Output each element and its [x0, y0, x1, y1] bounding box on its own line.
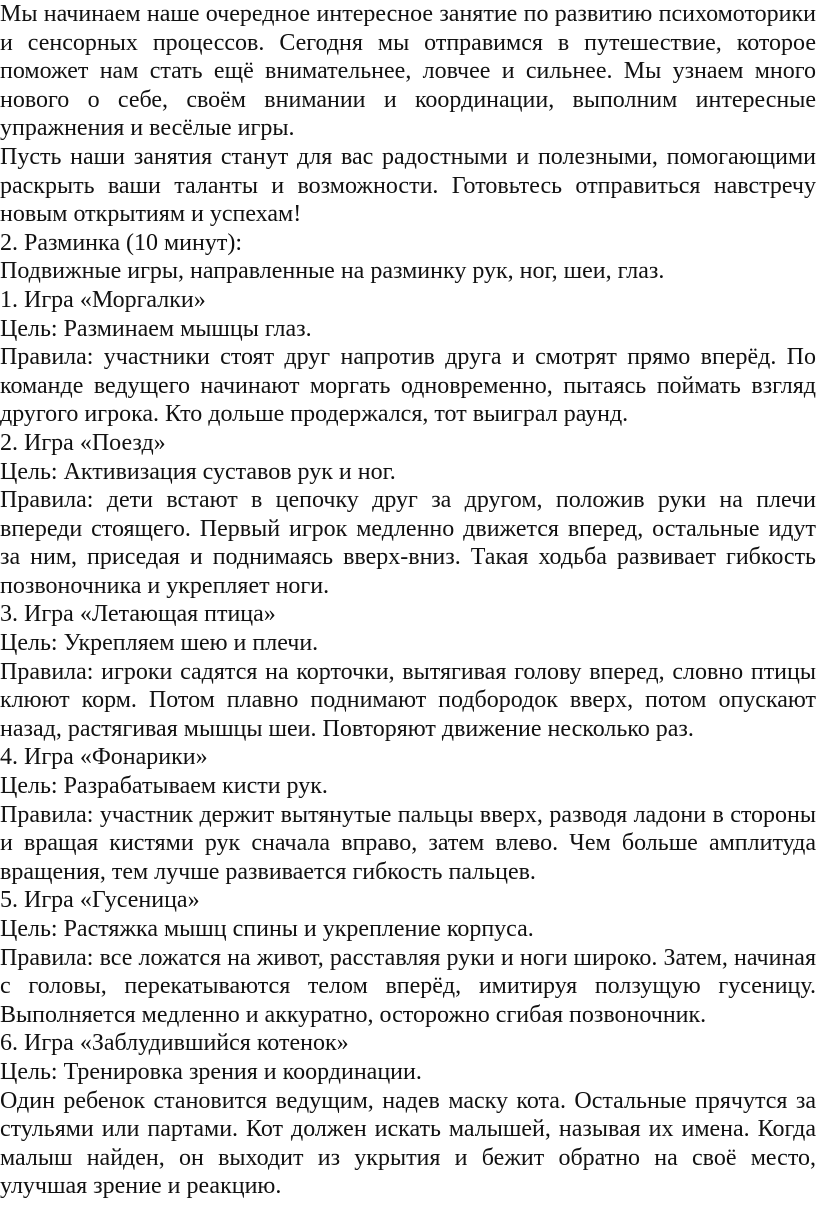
game-rules: Правила: дети встают в цепочку друг за другом, положив руки на плечи впереди стоящего. Первый игрок медленно движется вперед, остальные идут за ним, приседая и поднимаясь вверх-вниз. Такая ходьба развивает гибкость позвоночника и укрепляет ноги. — [0, 487, 816, 599]
game-goal: Цель: Разрабатываем кисти рук. — [0, 773, 328, 800]
game-title: 3. Игра «Летающая птица» — [0, 601, 276, 628]
game-goal: Цель: Укрепляем шею и плечи. — [0, 630, 319, 657]
game-goal: Цель: Активизация суставов рук и ног. — [0, 458, 396, 485]
game-rules: Один ребенок становится ведущим, надев маску кота. Остальные прячутся за стульями или партами. Кот должен искать малышей, называя их имена. Когда малыш найден, он выходит из укрытия и бежит обратно на своё место, улучшая зрение и реакцию. — [0, 1087, 816, 1200]
game-title: 4. Игра «Фонарики» — [0, 744, 208, 771]
game-rules: Правила: участники стоят друг напротив друга и смотрят прямо вперёд. По команде ведущего начинают моргать одновременно, пытаясь поймать взгляд другого игрока. Кто дольше продержался, тот выиграл раунд. — [0, 344, 816, 428]
game-goal: Цель: Растяжка мышц спины и укрепление корпуса. — [0, 916, 534, 942]
game-title: 5. Игра «Гусеница» — [0, 887, 200, 914]
game-title: 6. Игра «Заблудившийся котенок» — [0, 1030, 349, 1057]
game-goal: Цель: Разминаем мышцы глаз. — [0, 315, 312, 342]
game-rules: Правила: участник держит вытянутые пальцы вверх, разводя ладони в стороны и вращая кистями рук сначала вправо, затем влево. Чем больше амплитуда вращения, тем лучше развивается гибкость пальцев. — [0, 801, 816, 885]
intro-paragraph-1: Мы начинаем наше очередное интересное занятие по развитию психомоторики и сенсорных процессов. Сегодня мы отправимся в путешествие, которое поможет нам стать ещё внимательнее, ловчее и сильнее. Мы узнаем много нового о себе, своём внимании и координации, выполним интересные упражнения и весёлые игры. — [0, 1, 816, 142]
game-title: 1. Игра «Моргалки» — [0, 286, 206, 313]
intro-paragraph-2: Пусть наши занятия станут для вас радостными и полезными, помогающими раскрыть ваши таланты и возможности. Готовьтесь отправиться навстречу новым открытиям и успехам! — [0, 143, 816, 228]
game-rules: Правила: игроки садятся на корточки, вытягивая голову вперед, словно птицы клюют корм. Потом плавно поднимают подбородок вверх, потом опускают назад, растягивая мышцы шеи. Повторяют движение несколько раз. — [0, 658, 816, 742]
game-title: 2. Игра «Поезд» — [0, 429, 166, 456]
section-description: Подвижные игры, направленные на разминку рук, ног, шеи, глаз. — [0, 258, 665, 285]
game-goal: Цель: Тренировка зрения и координации. — [0, 1058, 422, 1085]
section-heading: 2. Разминка (10 минут): — [0, 229, 242, 256]
game-rules: Правила: все ложатся на живот, расставляя руки и ноги широко. Затем, начиная с головы, перекатываются телом вперёд, имитируя ползущую гусеницу. Выполняется медленно и аккуратно, осторожно сгибая позвоночник. — [0, 944, 816, 1028]
